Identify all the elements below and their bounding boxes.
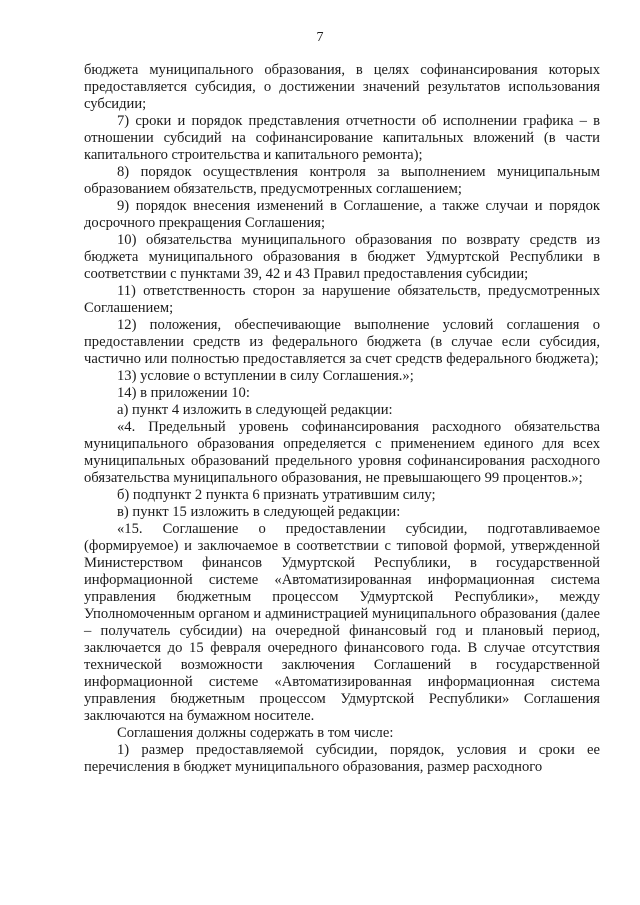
paragraph-item-14: 14) в приложении 10: <box>117 385 250 401</box>
paragraph-item-9: 9) порядок внесения изменений в Соглашение, а также случаи и порядок досрочного прекращения Соглашения; <box>84 198 600 231</box>
paragraph-subitem-v: в) пункт 15 изложить в следующей редакции: <box>117 504 401 520</box>
paragraph-item-1: 1) размер предоставляемой субсидии, порядок, условия и сроки ее перечисления в бюджет муниципального образования, размер расходного <box>84 742 600 775</box>
paragraph-item-10: 10) обязательства муниципального образования по возврату средств из бюджета муниципального образования в бюджет Удмуртской Республики в соответствии с пунктами 39, 42 и 43 Правил предоставления субсидии; <box>84 232 600 282</box>
paragraph-item-11: 11) ответственность сторон за нарушение обязательств, предусмотренных Соглашением; <box>84 283 600 316</box>
paragraph-quote-point-15: «15. Соглашение о предоставлении субсидии, подготавливаемое (формируемое) и заключаемое в соответствии с типовой формой, утвержденной Министерством финансов Удмуртской Республики, в государственной информационной системе «Автоматизированная информационная система управления бюджетным процессом Удмуртской Республики», между Уполномоченным органом и администрацией муниципального образования (далее – получатель субсидии) на очередной финансовый год и плановый период, заключается до 15 февраля очередного финансового года. В случае отсутствия технической возможности заключения Соглашений в государственной информационной системе «Автоматизированная информационная система управления бюджетным процессом Удмуртской Республики» Соглашения заключаются на бумажном носителе. <box>84 521 600 724</box>
document-body <box>84 62 600 776</box>
paragraph-item-8: 8) порядок осуществления контроля за выполнением муниципальным образованием обязательств, предусмотренных соглашением; <box>84 164 600 197</box>
paragraph-quote-point-4: «4. Предельный уровень софинансирования расходного обязательства муниципального образования определяется с применением единого для всех муниципальных образований предельного уровня софинансирования расходного обязательства муниципального образования, не превышающего 99 процентов.»; <box>84 419 600 486</box>
paragraph-subitem-a: а) пункт 4 изложить в следующей редакции: <box>117 402 393 418</box>
paragraph-item-12: 12) положения, обеспечивающие выполнение условий соглашения о предоставлении средств из федерального бюджета (в случае если субсидия, частично или полностью предоставляется за счет средств федерального бюджета); <box>84 317 600 367</box>
page-number: 7 <box>316 30 324 45</box>
paragraph-agreements-content: Соглашения должны содержать в том числе: <box>117 725 394 741</box>
paragraph-item-13: 13) условие о вступлении в силу Соглашения.»; <box>117 368 414 384</box>
paragraph-subitem-b: б) подпункт 2 пункта 6 признать утратившим силу; <box>117 487 436 503</box>
paragraph-continuation: бюджета муниципального образования, в целях софинансирования которых предоставляется субсидия, о достижении значений результатов использования субсидии; <box>84 62 600 112</box>
paragraph-item-7: 7) сроки и порядок представления отчетности об исполнении графика – в отношении субсидий на софинансирование капитальных вложений (в части капитального строительства и капитального ремонта); <box>84 113 600 163</box>
